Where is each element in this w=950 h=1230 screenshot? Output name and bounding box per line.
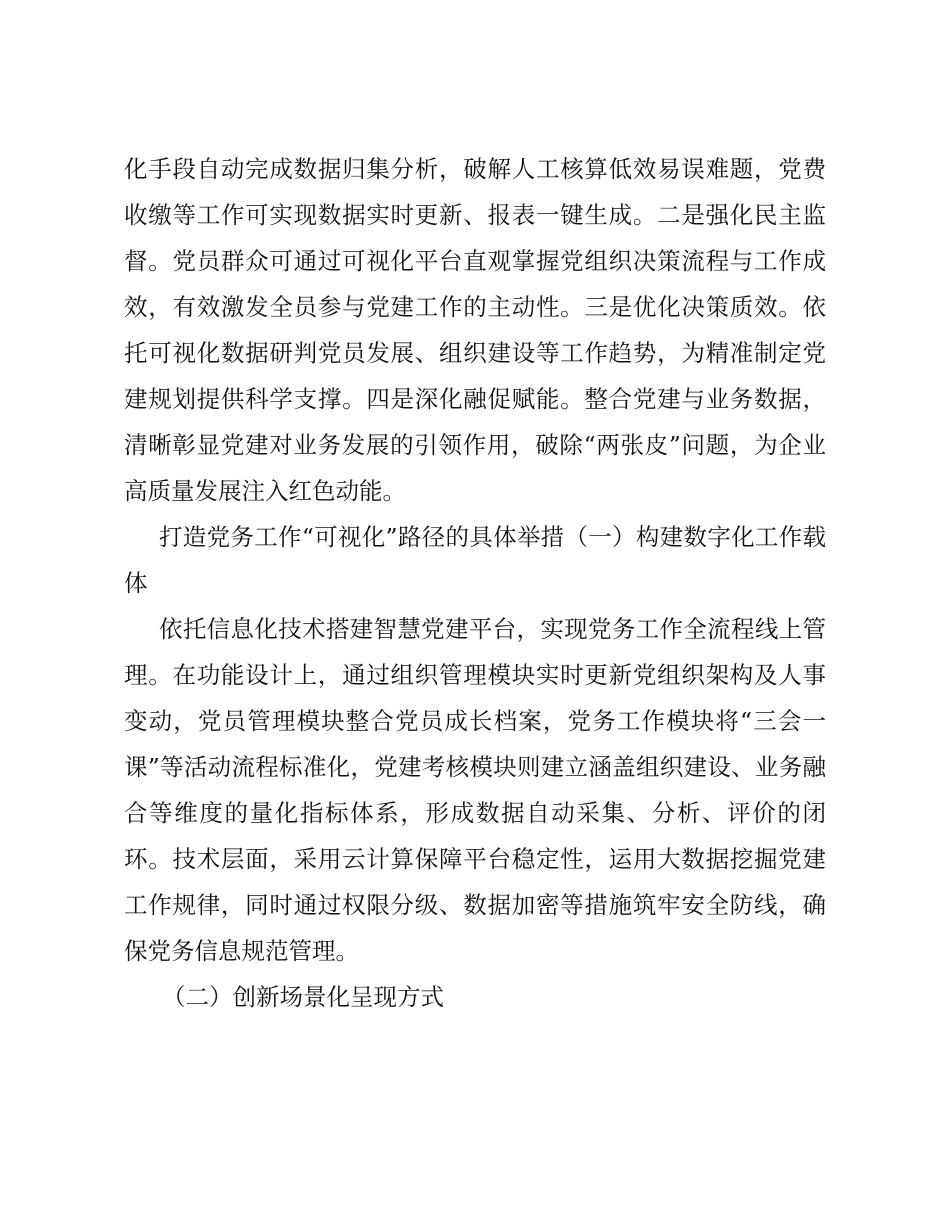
paragraph-digital-platform: 依托信息化技术搭建智慧党建平台，实现党务工作全流程线上管理。在功能设计上，通过组织管理模块实时更新党组织架构及人事变动，党员管理模块整合党员成长档案，党务工作模块将“三会一课”等活动流程标准化，党建考核模块则建立涵盖组织建设、业务融合等维度的量化指标体系，形成数据自动采集、分析、评价的闭环。技术层面，采用云计算保障平台稳定性，运用大数据挖掘党建工作规律，同时通过权限分级、数据加密等措施筑牢安全防线，确保党务信息规范管理。 <box>124 615 826 965</box>
section-heading-measures: 打造党务工作“可视化”路径的具体举措（一）构建数字化工作载体 <box>124 523 826 597</box>
subsection-heading-scenario: （二）创新场景化呈现方式 <box>162 983 444 1011</box>
document-body <box>124 146 826 1020</box>
paragraph-continuation: 化手段自动完成数据归集分析，破解人工核算低效易误难题，党费收缴等工作可实现数据实时更新、报表一键生成。二是强化民主监督。党员群众可通过可视化平台直观掌握党组织决策流程与工作成效，有效激发全员参与党建工作的主动性。三是优化决策质效。依托可视化数据研判党员发展、组织建设等工作趋势，为精准制定党建规划提供科学支撑。四是深化融促赋能。整合党建与业务数据，清晰彰显党建对业务发展的引领作用，破除“两张皮”问题，为企业高质量发展注入红色动能。 <box>124 155 826 505</box>
